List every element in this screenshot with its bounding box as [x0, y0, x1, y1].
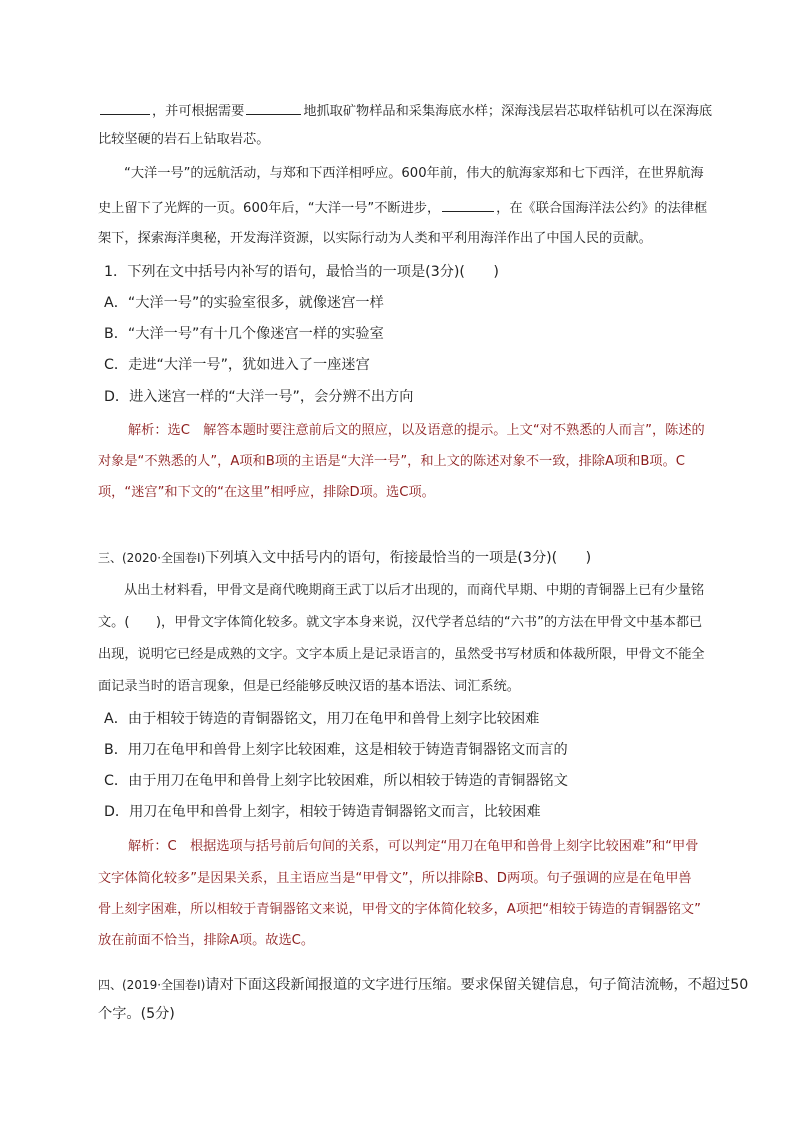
option-a: A．“大洋一号”的实验室很多，就像迷宫一样 [104, 295, 384, 311]
analysis-line: 放在前面不恰当，排除A项。故选C。 [98, 933, 315, 948]
passage-line: 史上留下了光辉的一页。600年后，“大洋一号”不断进步， ，在《联合国海洋法公约》的法律框 [98, 198, 707, 218]
passage-line: 面记录当时的语言现象，但是已经能够反映汉语的基本语法、词汇系统。 [98, 679, 520, 694]
option-c: C．走进“大洋一号”，犹如进入了一座迷宫 [104, 357, 370, 373]
passage-line: “大洋一号”的远航活动，与郑和下西洋相呼应。600年前，伟大的航海家郑和七下西洋，在世界航海 [124, 166, 704, 181]
passage-line: 比较坚硬的岩石上钻取岩芯。 [98, 132, 270, 147]
option-d: D．用刀在龟甲和兽骨上刻字，相较于铸造青铜器铭文而言，比较困难 [104, 804, 541, 820]
analysis-line: 骨上刻字困难，所以相较于青铜器铭文来说，甲骨文的字体简化较多，A项把“相较于铸造的青铜器铭文” [98, 902, 701, 917]
analysis-line: 文字体简化较多”是因果关系，且主语应当是“甲骨文”，所以排除B、D两项。句子强调的应是在龟甲兽 [98, 871, 692, 886]
fill-blank [100, 101, 150, 115]
fill-blank [246, 101, 301, 115]
passage-line: 文。( )，甲骨文字体简化较多。就文字本身来说，汉代学者总结的“六书”的方法在甲骨文中基本都已 [98, 615, 703, 630]
option-b: B．用刀在龟甲和兽骨上刻字比较困难，这是相较于铸造青铜器铭文而言的 [104, 742, 568, 758]
question-stem: 三、(2020·全国卷Ⅰ)下列填入文中括号内的语句，衔接最恰当的一项是(3分)( ) [98, 550, 592, 566]
passage-line: ，并可根据需要 地抓取矿物样品和采集海底水样；深海浅层岩芯取样钻机可以在深海底 [98, 101, 712, 121]
fill-blank [442, 198, 494, 212]
analysis-line: 对象是“不熟悉的人”，A项和B项的主语是“大洋一号”，和上文的陈述对象不一致，排除A项和B项。C [98, 454, 685, 469]
analysis-line: 解析：C 根据选项与括号前后句间的关系，可以判定“用刀在龟甲和兽骨上刻字比较困难”和“甲骨 [128, 839, 699, 854]
option-b: B．“大洋一号”有十几个像迷宫一样的实验室 [104, 326, 384, 342]
passage-line: 架下，探索海洋奥秘，开发海洋资源，以实际行动为人类和平利用海洋作出了中国人民的贡献。 [98, 231, 652, 246]
question-stem: 1．下列在文中括号内补写的语句，最恰当的一项是(3分)( ) [104, 264, 499, 280]
option-a: A．由于相较于铸造的青铜器铭文，用刀在龟甲和兽骨上刻字比较困难 [104, 711, 540, 727]
analysis-line: 解析：选C 解答本题时要注意前后文的照应，以及语意的提示。上文“对不熟悉的人而言”，陈述的 [128, 423, 705, 438]
option-d: D．进入迷宫一样的“大洋一号”，会分辨不出方向 [104, 389, 414, 405]
passage-line: 出现，说明它已经是成熟的文字。文字本质上是记录语言的，虽然受书写材质和体裁所限，甲骨文不能全 [98, 647, 705, 662]
option-c: C．由于用刀在龟甲和兽骨上刻字比较困难，所以相较于铸造的青铜器铭文 [104, 773, 568, 789]
analysis-line: 项，“迷宫”和下文的“在这里”相呼应，排除D项。选C项。 [98, 485, 435, 500]
passage-line: 从出土材料看，甲骨文是商代晚期商王武丁以后才出现的，而商代早期、中期的青铜器上已有少量铭 [124, 583, 705, 598]
question-stem-continued: 个字。(5分) [98, 1006, 175, 1022]
question-stem: 四、(2019·全国卷Ⅰ)请对下面这段新闻报道的文字进行压缩。要求保留关键信息，句子简洁流畅，不超过50 [98, 977, 749, 993]
